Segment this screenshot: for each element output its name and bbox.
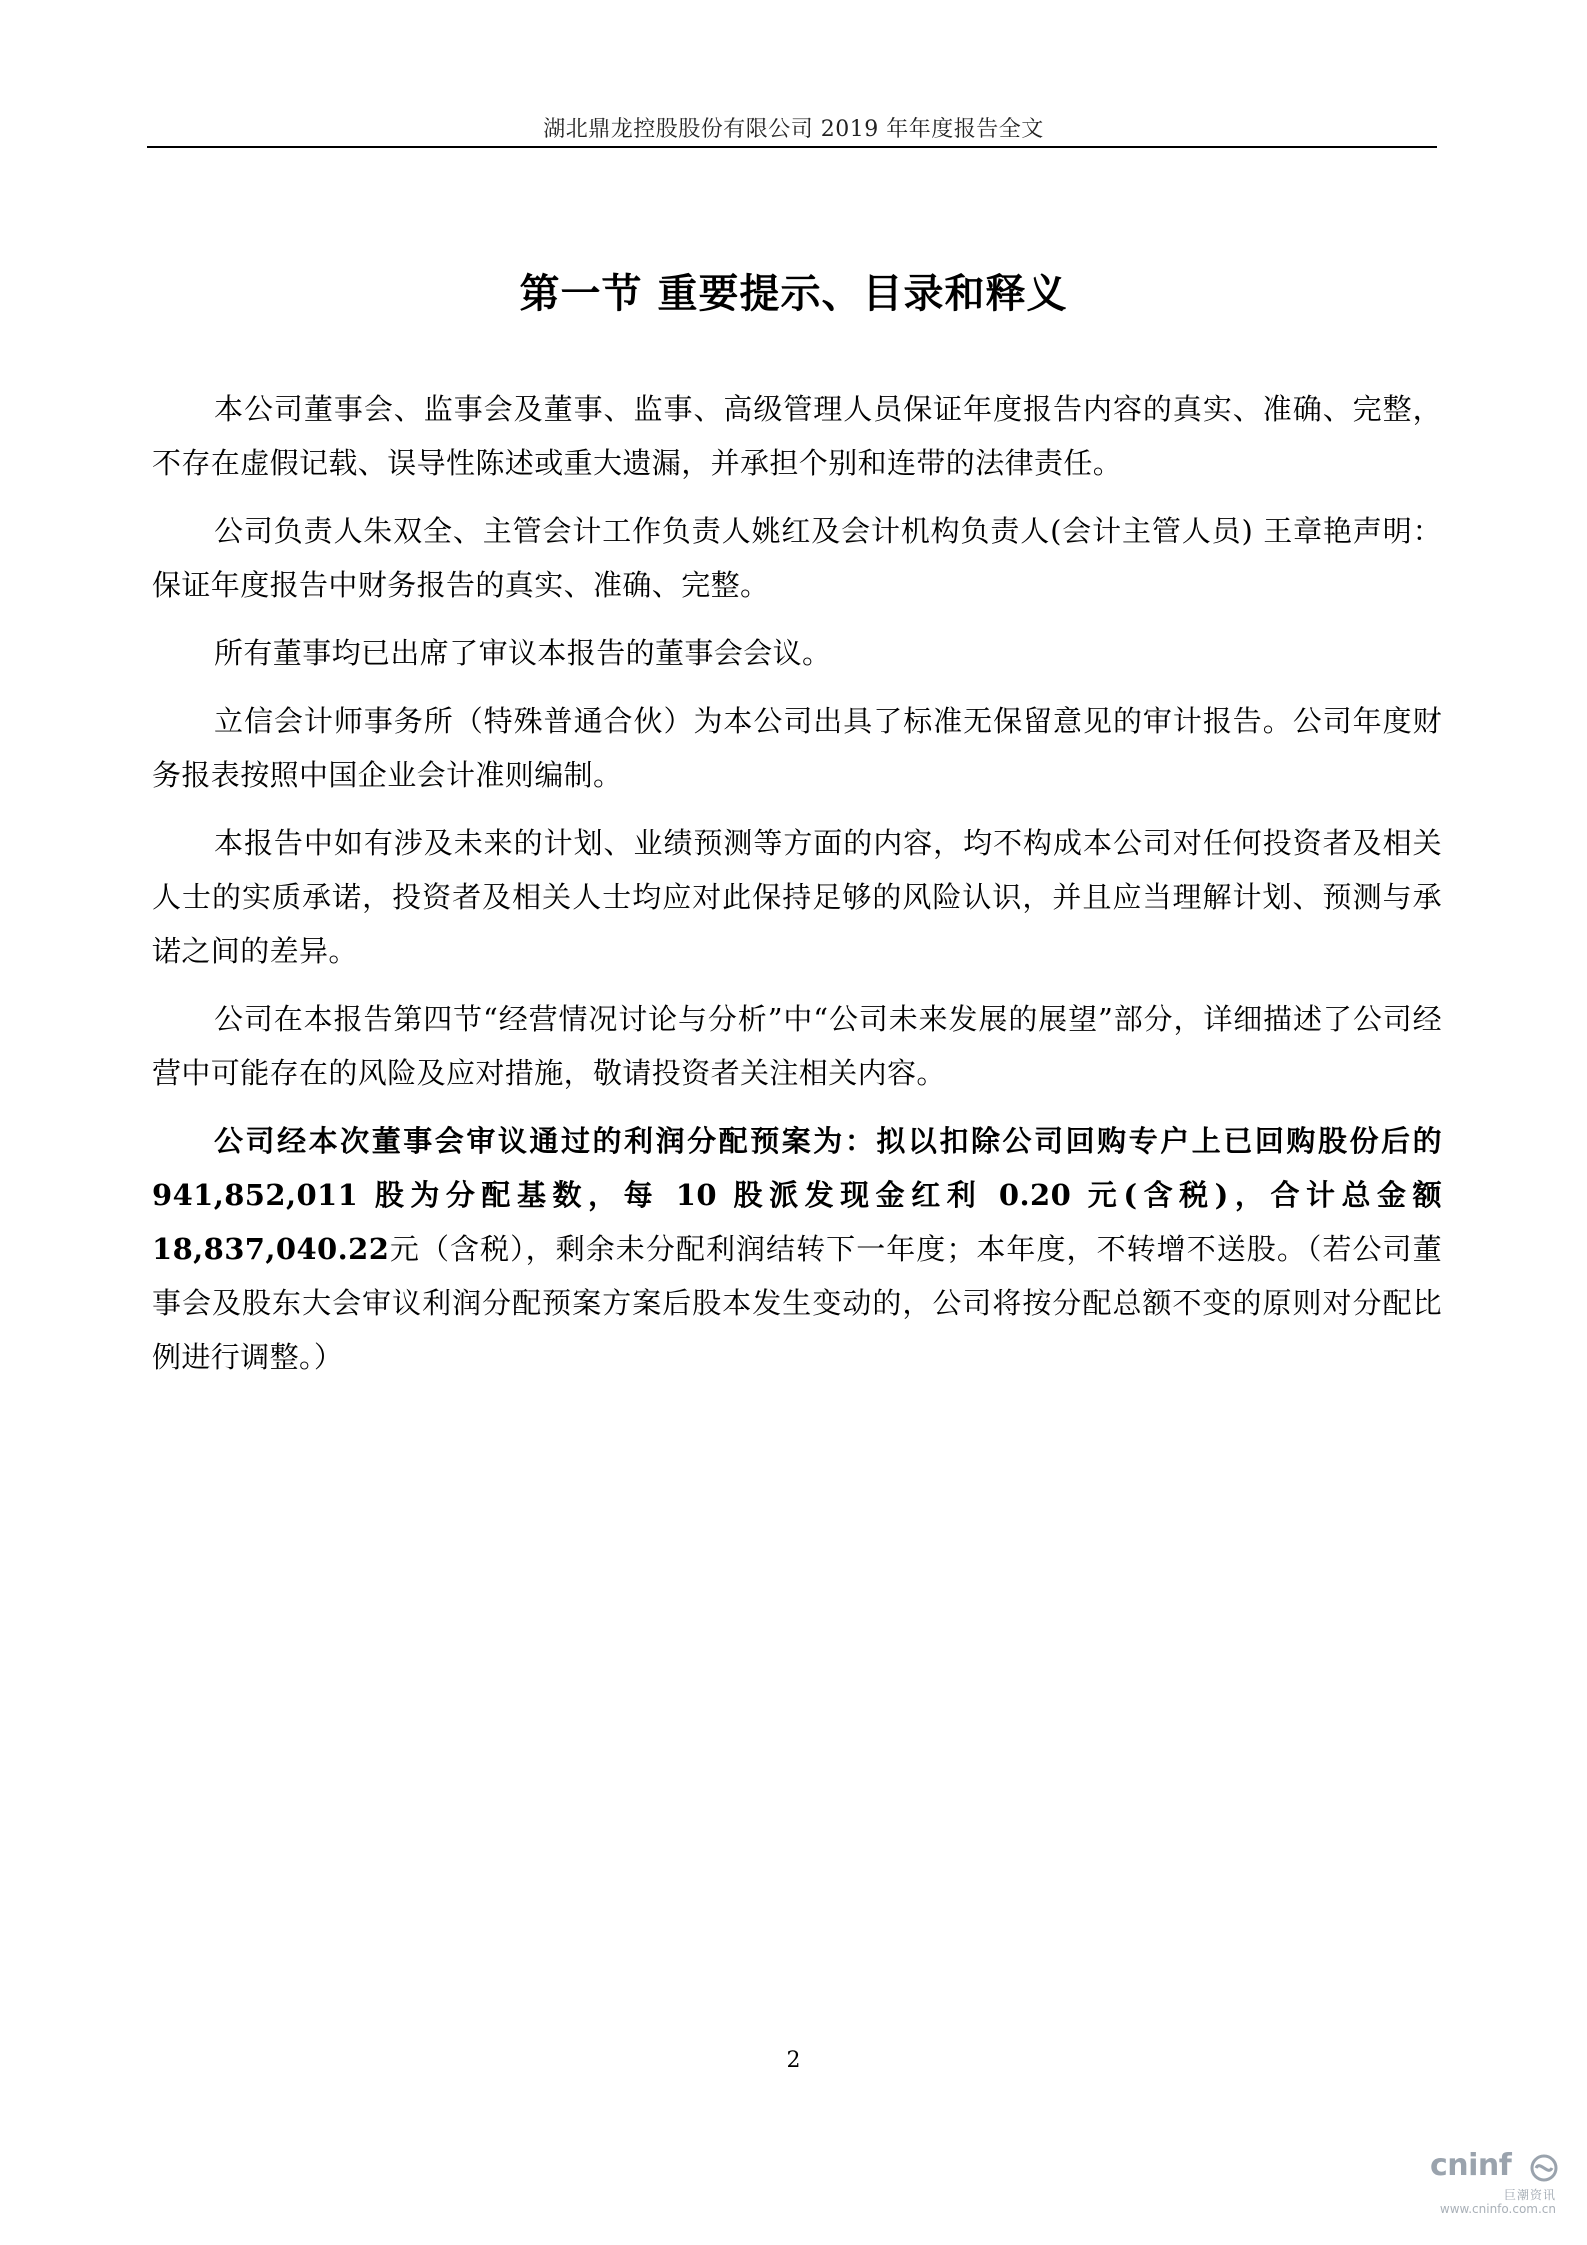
header-divider (147, 146, 1437, 148)
cninfo-logo (1430, 2148, 1560, 2188)
cninfo-url: www.cninfo.com.cn (1439, 2202, 1556, 2216)
profit-distribution-lead: 公司经本次董事会审议通过的利润分配预案为：拟以扣除公司回购专户上已回购股份后的 941,852,011 股为分配基数，每 10 股派发现金红利 0.20 元(含税)，合计总金额 18,837,040.22 (152, 1124, 1442, 1266)
paragraph-responsibility-statement: 本公司董事会、监事会及董事、监事、高级管理人员保证年度报告内容的真实、准确、完整，不存在虚假记载、误导性陈述或重大遗漏，并承担个别和连带的法律责任。 (152, 392, 1442, 480)
paragraph-audit-opinion: 立信会计师事务所（特殊普通合伙）为本公司出具了标准无保留意见的审计报告。公司年度财务报表按照中国企业会计准则编制。 (152, 704, 1442, 792)
cninfo-swirl-icon (1530, 2154, 1558, 2182)
section-title: 第一节 重要提示、目录和释义 (519, 270, 1068, 317)
page-number: 2 (786, 2048, 801, 2073)
paragraph-board-attendance: 所有董事均已出席了审议本报告的董事会会议。 (214, 636, 832, 670)
cninfo-watermark (1430, 2148, 1560, 2220)
paragraph-forward-looking-disclaimer: 本报告中如有涉及未来的计划、业绩预测等方面的内容，均不构成本公司对任何投资者及相关人士的实质承诺，投资者及相关人士均应对此保持足够的风险认识，并且应当理解计划、预测与承诺之间的差异。 (152, 826, 1442, 968)
running-header: 湖北鼎龙控股股份有限公司 2019 年年度报告全文 (543, 117, 1044, 142)
cninfo-logo-text: cninf (1430, 2148, 1512, 2183)
body-text (152, 382, 1442, 1398)
profit-distribution-rest: 元（含税），剩余未分配利润结转下一年度；本年度，不转增不送股。（若公司董事会及股东大会审议利润分配预案方案后股本发生变动的，公司将按分配总额不变的原则对分配比例进行调整。） (152, 1232, 1442, 1374)
paragraph-risk-reference: 公司在本报告第四节“经营情况讨论与分析”中“公司未来发展的展望”部分，详细描述了公司经营中可能存在的风险及应对措施，敬请投资者关注相关内容。 (152, 1002, 1442, 1090)
cninfo-chinese-name: 巨潮资讯 (1503, 2188, 1556, 2202)
paragraph-profit-distribution (152, 1114, 1442, 1384)
paragraph-officer-declaration: 公司负责人朱双全、主管会计工作负责人姚红及会计机构负责人(会计主管人员) 王章艳声明：保证年度报告中财务报告的真实、准确、完整。 (152, 514, 1442, 602)
